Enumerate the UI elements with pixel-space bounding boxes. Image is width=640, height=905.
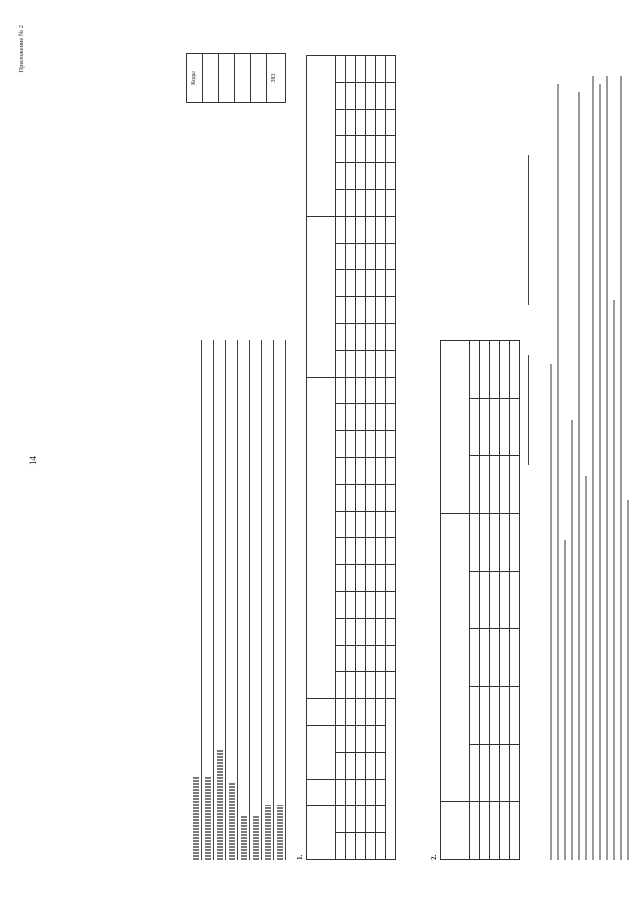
table-cell bbox=[480, 456, 490, 514]
footnote-line bbox=[548, 60, 554, 860]
table-cell bbox=[480, 687, 490, 745]
table-cell bbox=[376, 431, 386, 458]
table-cell bbox=[386, 672, 396, 699]
requisite-line bbox=[204, 340, 214, 860]
column-number bbox=[470, 629, 480, 687]
column-number bbox=[336, 752, 346, 779]
table-cell bbox=[386, 350, 396, 377]
table-cell bbox=[500, 398, 510, 456]
table-cell bbox=[490, 456, 500, 514]
section-2-title: 2. bbox=[430, 854, 438, 860]
table-cell bbox=[346, 645, 356, 672]
table-cell bbox=[366, 752, 376, 779]
table-cell bbox=[366, 216, 376, 243]
column-number bbox=[336, 56, 346, 83]
table-cell bbox=[366, 56, 376, 83]
table-cell bbox=[376, 645, 386, 672]
table-cell bbox=[356, 243, 366, 270]
appendix-line: Приложение № 2 bbox=[18, 25, 25, 73]
table-cell bbox=[356, 350, 366, 377]
table-cell bbox=[346, 699, 356, 726]
table-cell bbox=[346, 538, 356, 565]
table-cell bbox=[346, 163, 356, 190]
column-number bbox=[336, 243, 346, 270]
table-cell bbox=[500, 687, 510, 745]
requisite-line bbox=[216, 340, 226, 860]
table-cell bbox=[346, 458, 356, 485]
table-cell bbox=[356, 431, 366, 458]
table-cell bbox=[376, 190, 386, 217]
table-cell bbox=[490, 744, 500, 802]
table-cell bbox=[376, 109, 386, 136]
table-cell bbox=[346, 109, 356, 136]
table-cell bbox=[366, 726, 376, 753]
table-cell bbox=[386, 136, 396, 163]
table-cell bbox=[386, 297, 396, 324]
table-cell bbox=[386, 56, 396, 83]
table-cell bbox=[346, 297, 356, 324]
column-number bbox=[336, 645, 346, 672]
header-cell bbox=[307, 216, 336, 377]
table-cell bbox=[376, 458, 386, 485]
column-number bbox=[336, 618, 346, 645]
table-cell bbox=[386, 377, 396, 404]
table-cell bbox=[510, 571, 520, 629]
table-cell bbox=[356, 404, 366, 431]
table-cell bbox=[356, 82, 366, 109]
table-cell bbox=[366, 618, 376, 645]
table-cell bbox=[376, 404, 386, 431]
table-cell bbox=[346, 672, 356, 699]
table-cell bbox=[510, 687, 520, 745]
table-row bbox=[376, 56, 386, 860]
table-cell bbox=[510, 456, 520, 514]
table-cell bbox=[510, 744, 520, 802]
table-cell bbox=[376, 216, 386, 243]
table-cell bbox=[356, 270, 366, 297]
table-cell bbox=[346, 404, 356, 431]
footnote-line bbox=[611, 60, 617, 860]
table-cell bbox=[376, 618, 386, 645]
table-cell bbox=[376, 82, 386, 109]
table-cell bbox=[366, 672, 376, 699]
table-cell bbox=[386, 163, 396, 190]
table-cell bbox=[366, 163, 376, 190]
table-cell bbox=[366, 82, 376, 109]
table-cell bbox=[356, 163, 366, 190]
table-cell bbox=[500, 744, 510, 802]
column-number bbox=[336, 377, 346, 404]
table-cell bbox=[366, 538, 376, 565]
table-cell bbox=[366, 645, 376, 672]
codes-cell: 383 bbox=[271, 73, 277, 83]
table-cell bbox=[346, 484, 356, 511]
section-1-title: 1. bbox=[296, 854, 304, 860]
table-cell bbox=[386, 243, 396, 270]
table-cell bbox=[346, 136, 356, 163]
column-number bbox=[336, 82, 346, 109]
table-cell bbox=[386, 190, 396, 217]
table-cell bbox=[356, 511, 366, 538]
requisite-line bbox=[264, 340, 274, 860]
header-cell bbox=[307, 806, 336, 860]
table-cell bbox=[356, 806, 366, 833]
table-cell bbox=[356, 833, 366, 860]
table-cell bbox=[346, 377, 356, 404]
table-cell bbox=[386, 484, 396, 511]
column-number bbox=[336, 806, 346, 833]
table-cell bbox=[366, 592, 376, 619]
footnote-line bbox=[590, 60, 596, 860]
table-cell bbox=[500, 341, 510, 399]
table-cell bbox=[366, 136, 376, 163]
table-cell bbox=[346, 511, 356, 538]
table-cell bbox=[346, 82, 356, 109]
column-number bbox=[470, 687, 480, 745]
table-cell bbox=[346, 243, 356, 270]
table-cell bbox=[490, 514, 500, 572]
table-cell bbox=[500, 514, 510, 572]
table-cell bbox=[356, 324, 366, 351]
table-cell bbox=[376, 136, 386, 163]
table-row bbox=[346, 56, 356, 860]
table-cell bbox=[480, 514, 490, 572]
table-cell bbox=[366, 404, 376, 431]
column-number bbox=[336, 726, 346, 753]
table-cell bbox=[510, 398, 520, 456]
table-cell bbox=[346, 350, 356, 377]
header-cell bbox=[307, 699, 336, 726]
header-cell bbox=[307, 56, 336, 217]
column-number bbox=[336, 458, 346, 485]
table-cell bbox=[346, 592, 356, 619]
column-number bbox=[336, 163, 346, 190]
column-number bbox=[336, 592, 346, 619]
table-cell bbox=[490, 802, 500, 860]
table-cell bbox=[346, 565, 356, 592]
header-cell bbox=[307, 726, 336, 780]
table-cell bbox=[386, 431, 396, 458]
table-cell bbox=[356, 56, 366, 83]
table-cell bbox=[386, 82, 396, 109]
table-cell bbox=[366, 350, 376, 377]
column-number bbox=[336, 324, 346, 351]
header-cell bbox=[307, 377, 336, 699]
footnote-line bbox=[625, 60, 631, 860]
table-cell bbox=[376, 726, 386, 753]
table-cell bbox=[376, 243, 386, 270]
requisite-line bbox=[228, 340, 238, 860]
section-2-header-row bbox=[441, 341, 470, 860]
table-cell bbox=[356, 216, 366, 243]
codes-cell bbox=[235, 54, 251, 102]
codes-cell bbox=[203, 54, 219, 102]
column-number bbox=[336, 297, 346, 324]
table-cell bbox=[356, 618, 366, 645]
table-cell bbox=[386, 511, 396, 538]
table-cell bbox=[366, 806, 376, 833]
table-row bbox=[480, 341, 490, 860]
table-cell bbox=[490, 687, 500, 745]
column-number bbox=[336, 538, 346, 565]
table-cell bbox=[366, 484, 376, 511]
requisite-line bbox=[252, 340, 262, 860]
column-number bbox=[336, 270, 346, 297]
table-cell bbox=[500, 571, 510, 629]
table-cell bbox=[356, 458, 366, 485]
codes-box bbox=[186, 53, 286, 103]
header-cell bbox=[441, 802, 470, 860]
table-cell bbox=[510, 629, 520, 687]
table-cell bbox=[346, 431, 356, 458]
table-cell bbox=[376, 350, 386, 377]
footnote-line bbox=[569, 60, 575, 860]
table-cell bbox=[376, 833, 386, 860]
table-cell bbox=[356, 297, 366, 324]
table-cell bbox=[376, 377, 386, 404]
section-1-table bbox=[306, 55, 396, 860]
footnote-line bbox=[583, 60, 589, 860]
table-cell bbox=[366, 190, 376, 217]
table-cell bbox=[376, 752, 386, 779]
table-cell bbox=[356, 752, 366, 779]
column-number bbox=[336, 190, 346, 217]
table-cell bbox=[510, 341, 520, 399]
table-cell bbox=[356, 538, 366, 565]
requisite-line bbox=[192, 340, 202, 860]
table-cell bbox=[500, 629, 510, 687]
table-cell bbox=[356, 699, 366, 726]
table-cell bbox=[366, 431, 376, 458]
header-cell bbox=[441, 514, 470, 802]
header-cell bbox=[307, 779, 336, 806]
table-cell bbox=[346, 56, 356, 83]
table-cell bbox=[356, 136, 366, 163]
column-number bbox=[336, 672, 346, 699]
table-cell bbox=[386, 458, 396, 485]
table-cell bbox=[386, 645, 396, 672]
table-row bbox=[500, 341, 510, 860]
column-number bbox=[470, 571, 480, 629]
table-cell bbox=[346, 726, 356, 753]
table-cell bbox=[480, 398, 490, 456]
table-cell bbox=[376, 779, 386, 806]
table-row bbox=[356, 56, 366, 860]
table-cell bbox=[366, 699, 376, 726]
table-cell bbox=[366, 833, 376, 860]
table-cell bbox=[376, 484, 386, 511]
requisite-line bbox=[276, 340, 286, 860]
table-cell bbox=[356, 190, 366, 217]
table-cell bbox=[366, 511, 376, 538]
table-cell bbox=[386, 538, 396, 565]
column-number bbox=[336, 431, 346, 458]
footnote-line bbox=[576, 60, 582, 860]
table-cell bbox=[346, 618, 356, 645]
column-number bbox=[470, 802, 480, 860]
table-cell bbox=[386, 270, 396, 297]
table-cell bbox=[510, 802, 520, 860]
table-cell bbox=[356, 672, 366, 699]
column-number bbox=[470, 514, 480, 572]
table-cell bbox=[376, 297, 386, 324]
table-cell bbox=[346, 190, 356, 217]
table-cell bbox=[346, 806, 356, 833]
table-cell bbox=[366, 109, 376, 136]
table-cell bbox=[376, 56, 386, 83]
section-2-table bbox=[440, 340, 520, 860]
page-number: 14 bbox=[28, 456, 38, 465]
table-cell bbox=[356, 484, 366, 511]
table-cell bbox=[346, 324, 356, 351]
table-row bbox=[490, 341, 500, 860]
footnote-line bbox=[604, 60, 610, 860]
section-2-number-row bbox=[470, 341, 480, 860]
table-cell bbox=[346, 779, 356, 806]
table-cell bbox=[366, 324, 376, 351]
table-cell bbox=[356, 565, 366, 592]
table-cell bbox=[376, 163, 386, 190]
table-cell bbox=[366, 377, 376, 404]
column-number bbox=[336, 699, 346, 726]
column-number bbox=[336, 833, 346, 860]
column-number bbox=[336, 779, 346, 806]
table-cell bbox=[366, 270, 376, 297]
total-row bbox=[386, 56, 396, 860]
table-cell bbox=[386, 109, 396, 136]
column-number bbox=[336, 109, 346, 136]
total-label bbox=[386, 699, 396, 860]
column-number bbox=[336, 511, 346, 538]
table-cell bbox=[490, 571, 500, 629]
table-cell bbox=[366, 779, 376, 806]
codes-header: Коды bbox=[187, 54, 203, 102]
table-cell bbox=[376, 511, 386, 538]
table-cell bbox=[480, 802, 490, 860]
table-cell bbox=[510, 514, 520, 572]
table-cell bbox=[500, 802, 510, 860]
table-cell bbox=[346, 216, 356, 243]
table-cell bbox=[356, 645, 366, 672]
table-cell bbox=[346, 833, 356, 860]
table-cell bbox=[386, 565, 396, 592]
table-cell bbox=[356, 109, 366, 136]
table-cell bbox=[346, 270, 356, 297]
column-number bbox=[470, 456, 480, 514]
table-cell bbox=[376, 324, 386, 351]
table-cell bbox=[480, 744, 490, 802]
table-cell bbox=[376, 806, 386, 833]
section-1-header-row bbox=[307, 56, 336, 860]
table-cell bbox=[386, 404, 396, 431]
table-cell bbox=[356, 726, 366, 753]
table-cell bbox=[480, 629, 490, 687]
table-cell bbox=[366, 565, 376, 592]
footnote-line bbox=[618, 60, 624, 860]
footnote-line bbox=[555, 60, 561, 860]
table-cell bbox=[376, 565, 386, 592]
footnote-line bbox=[597, 60, 603, 860]
codes-cell bbox=[219, 54, 235, 102]
table-cell bbox=[356, 592, 366, 619]
requisite-line bbox=[240, 340, 250, 860]
table-cell bbox=[376, 699, 386, 726]
table-cell bbox=[376, 672, 386, 699]
table-cell bbox=[386, 618, 396, 645]
table-cell bbox=[366, 458, 376, 485]
column-number bbox=[470, 744, 480, 802]
table-cell bbox=[480, 341, 490, 399]
column-number bbox=[336, 136, 346, 163]
table-cell bbox=[366, 243, 376, 270]
column-number bbox=[470, 341, 480, 399]
table-cell bbox=[356, 779, 366, 806]
table-row bbox=[510, 341, 520, 860]
header-cell bbox=[441, 341, 470, 514]
footnote-line bbox=[562, 60, 568, 860]
column-number bbox=[336, 216, 346, 243]
table-cell bbox=[366, 297, 376, 324]
appendix-block bbox=[18, 25, 27, 305]
table-cell bbox=[386, 592, 396, 619]
column-number bbox=[336, 404, 346, 431]
column-number bbox=[470, 398, 480, 456]
table-cell bbox=[480, 571, 490, 629]
table-cell bbox=[376, 538, 386, 565]
table-cell bbox=[490, 629, 500, 687]
table-row bbox=[366, 56, 376, 860]
table-cell bbox=[490, 398, 500, 456]
section-1-number-row bbox=[336, 56, 346, 860]
table-cell bbox=[386, 216, 396, 243]
signature-line-right bbox=[520, 155, 529, 305]
codes-cell bbox=[251, 54, 267, 102]
table-cell bbox=[376, 270, 386, 297]
table-cell bbox=[376, 592, 386, 619]
table-cell bbox=[386, 324, 396, 351]
column-number bbox=[336, 350, 346, 377]
table-cell bbox=[490, 341, 500, 399]
signature-line-left bbox=[520, 355, 529, 465]
column-number bbox=[336, 484, 346, 511]
table-cell bbox=[356, 377, 366, 404]
table-cell bbox=[500, 456, 510, 514]
table-cell bbox=[346, 752, 356, 779]
column-number bbox=[336, 565, 346, 592]
